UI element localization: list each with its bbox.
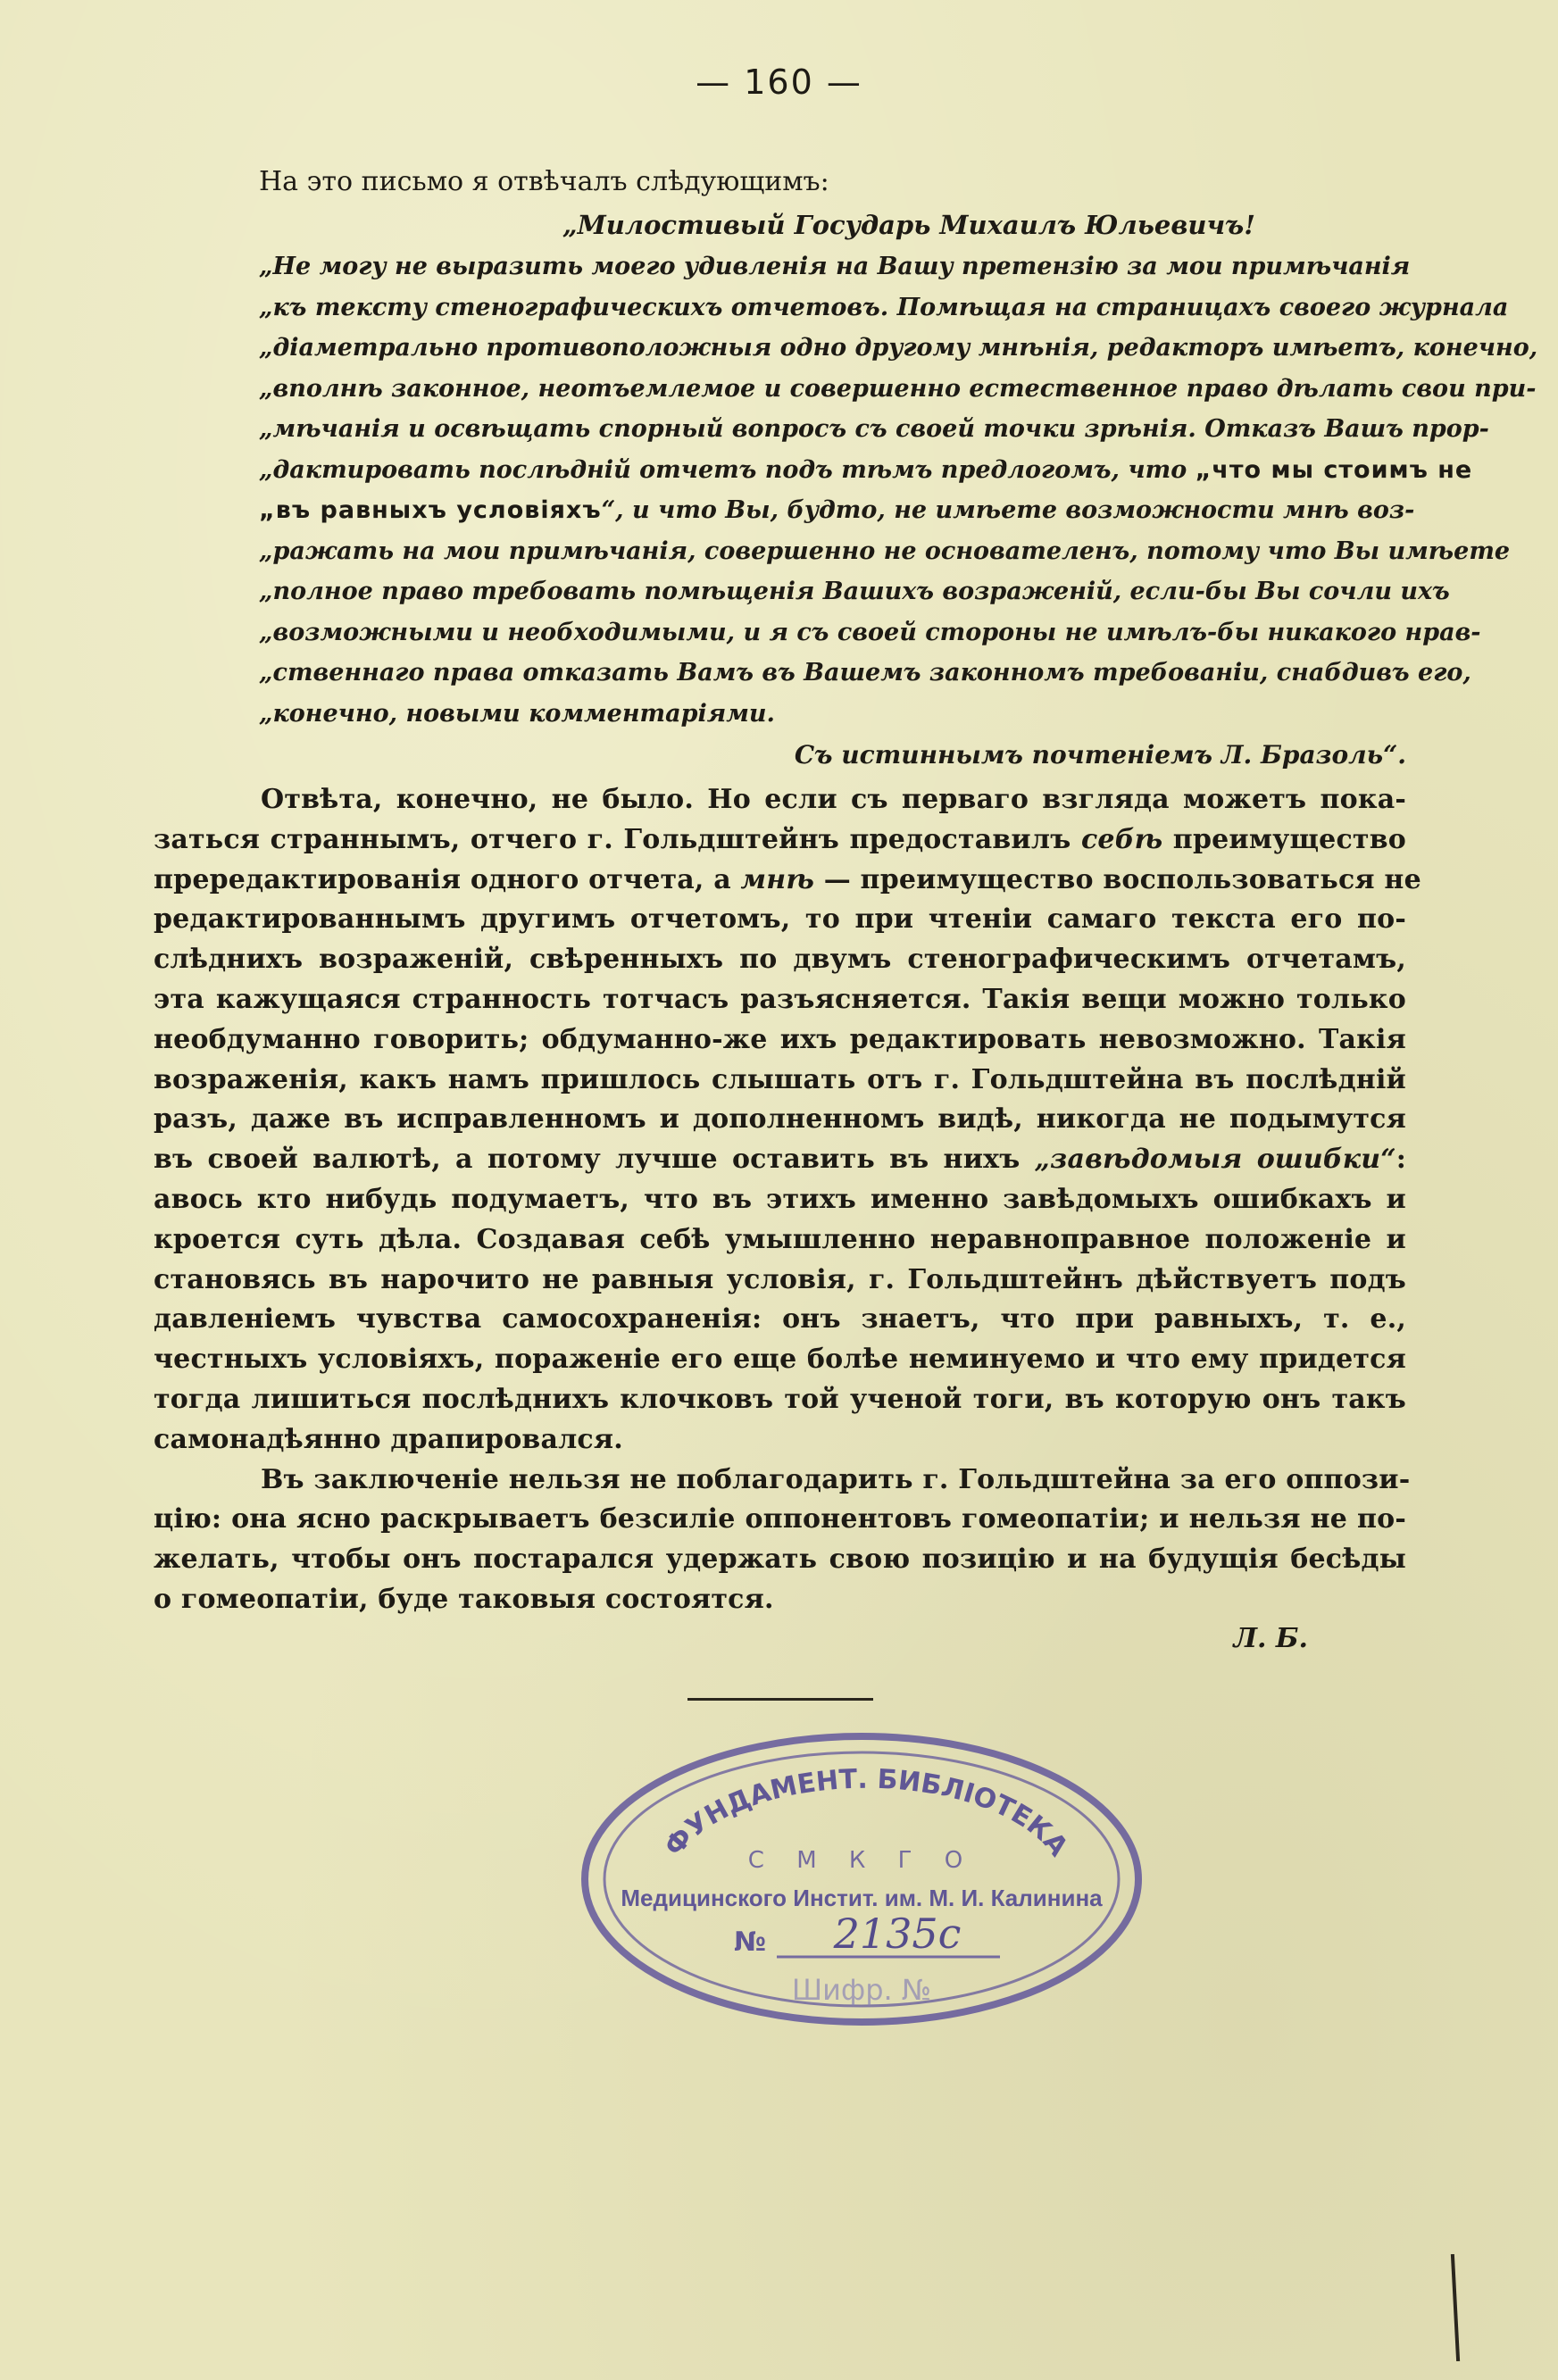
- stamp-line3: Медицинского Инстит. им. М. И. Калинина: [621, 1885, 1103, 1911]
- stamp-shelf-label: Шифр. №: [791, 1973, 932, 2007]
- body-line: разъ, даже въ исправленномъ и дополненномъ видѣ, никогда не подымутся: [154, 1103, 1406, 1136]
- body-line: [154, 1140, 1406, 1180]
- body-line: самонадѣянно драпировался.: [154, 1423, 623, 1455]
- body-line: эта кажущаяся странность тотчасъ разъясняется. Такія вещи можно только: [154, 983, 1406, 1015]
- letter-line-text: “, и что Вы, будто, не имѣете возможности мнѣ воз-: [601, 496, 1415, 524]
- letter-line: [259, 450, 1473, 491]
- letter-line: „возможными и необходимыми, и я съ своей стороны не имѣлъ-бы никакого нрав-: [259, 618, 1481, 646]
- letter-line: „ственнаго права отказать Вамъ въ Вашемъ законномъ требованіи, снабдивъ его,: [259, 659, 1471, 687]
- letter-line: „ражать на мои примѣчанія, совершенно не основателенъ, потому что Вы имѣете: [259, 537, 1511, 565]
- author-signature: Л. Б.: [1233, 1623, 1308, 1654]
- body-line-text: — преимущество воспользоваться не: [823, 863, 1421, 895]
- letter-line: „діаметрально противоположныя одно другому мнѣнія, редакторъ имѣетъ, конечно,: [259, 334, 1538, 362]
- section-divider: [687, 1698, 873, 1701]
- body-line-text: :: [1396, 1144, 1406, 1176]
- letter-intro: На это письмо я отвѣчалъ слѣдующимъ:: [259, 166, 829, 197]
- body-line: слѣднихъ возраженій, свѣренныхъ по двумъ стенографическимъ отчетамъ,: [154, 944, 1406, 976]
- body-line: о гомеопатіи, буде таковыя состоятся.: [154, 1583, 774, 1615]
- letter-line: „полное право требовать помѣщенія Вашихъ возраженій, если-бы Вы сочли ихъ: [259, 578, 1450, 605]
- body-text: [154, 780, 1421, 1620]
- letter-line: „конечно, новыми комментаріями.: [259, 699, 775, 728]
- stamp-handwritten-number: 2135с: [833, 1910, 962, 1958]
- body-line: желать, чтобы онъ постарался удержать свою позицію и на будущія бесѣды: [154, 1544, 1406, 1576]
- letter-line: „мѣчанія и освѣщать спорный вопросъ съ своей точки зрѣнія. Отказъ Вашъ прор-: [259, 415, 1489, 443]
- body-line: редактированнымъ другимъ отчетомъ, то при чтеніи самаго текста его по-: [154, 903, 1406, 936]
- letter-salutation: „Милостивый Государь Михаилъ Юльевичъ!: [562, 210, 1255, 240]
- body-line: необдуманно говорить; обдуманно-же ихъ редактировать невозможно. Такія: [154, 1023, 1406, 1055]
- body-line: возраженія, какъ намъ пришлось слышать отъ г. Гольдштейна въ послѣдній: [154, 1063, 1406, 1095]
- margin-pencil-mark: [1451, 2254, 1460, 2361]
- stamp-arc-path: ФУНДАМЕНТ. БИБЛІОТЕКА: [658, 1763, 1074, 1863]
- body-line-italic: себѣ: [1080, 823, 1163, 855]
- letter-line: „къ тексту стенографическихъ отчетовъ. Помѣщая на страницахъ своего журнала: [259, 293, 1509, 321]
- body-line-text: преимущество: [1172, 823, 1406, 855]
- body-line-text: прередактированія одного отчета, а: [154, 863, 731, 895]
- body-line: Въ заключеніе нельзя не поблагодарить г. Гольдштейна за его оппози-: [261, 1463, 1411, 1495]
- body-line: Отвѣта, конечно, не было. Но если съ перваго взгляда можетъ пока-: [261, 784, 1406, 815]
- stamp-line2: С М К Г О: [747, 1847, 976, 1874]
- letter-line-quote: „что мы стоимъ не: [1195, 455, 1473, 484]
- body-line-italic: „завѣдомыя ошибки“: [1034, 1144, 1396, 1176]
- body-line: тогда лишиться послѣднихъ клочковъ той ученой тоги, въ которую онъ такъ: [154, 1383, 1406, 1415]
- library-stamp: [571, 1723, 1152, 2035]
- stamp-number-prefix: №: [733, 1926, 767, 1958]
- letter-line-quote: „въ равныхъ условіяхъ: [259, 496, 602, 524]
- body-line-text: въ своей валютѣ, а потому лучше оставить въ нихъ: [154, 1144, 1021, 1176]
- letter-closing: Съ истиннымъ почтеніемъ Л. Бразоль“.: [794, 740, 1406, 770]
- body-line: честныхъ условіяхъ, пораженіе его еще болѣе неминуемо и что ему придется: [154, 1344, 1406, 1376]
- body-line: становясь въ нарочито не равныя условія, г. Гольдштейнъ дѣйствуетъ подъ: [154, 1263, 1406, 1295]
- letter-line: [259, 490, 1415, 531]
- body-line: [154, 820, 1406, 861]
- page-number: — 160 —: [696, 62, 862, 102]
- body-line: цію: она ясно раскрываетъ безсиліе оппонентовъ гомеопатіи; и нельзя не по-: [154, 1503, 1406, 1535]
- letter-line-text: „дактировать послѣдній отчетъ подъ тѣмъ предлогомъ, что: [259, 455, 1187, 484]
- quoted-letter: [259, 161, 1538, 777]
- letter-line: „Не могу не выразить моего удивленія на Вашу претензію за мои примѣчанія: [259, 253, 1411, 280]
- letter-line: „вполнѣ законное, неотъемлемое и совершенно естественное право дѣлать свои при-: [259, 374, 1537, 403]
- body-line: давленіемъ чувства самосохраненія: онъ знаетъ, что при равныхъ, т. е.,: [154, 1303, 1406, 1336]
- body-line-italic: мнѣ: [740, 863, 815, 895]
- body-line: авось кто нибудь подумаетъ, что въ этихъ именно завѣдомыхъ ошибкахъ и: [154, 1183, 1406, 1215]
- body-line-text: заться страннымъ, отчего г. Гольдштейнъ предоставилъ: [154, 823, 1071, 855]
- body-line: кроется суть дѣла. Создавая себѣ умышленно неравноправное положеніе и: [154, 1223, 1406, 1255]
- body-line: [154, 861, 1421, 901]
